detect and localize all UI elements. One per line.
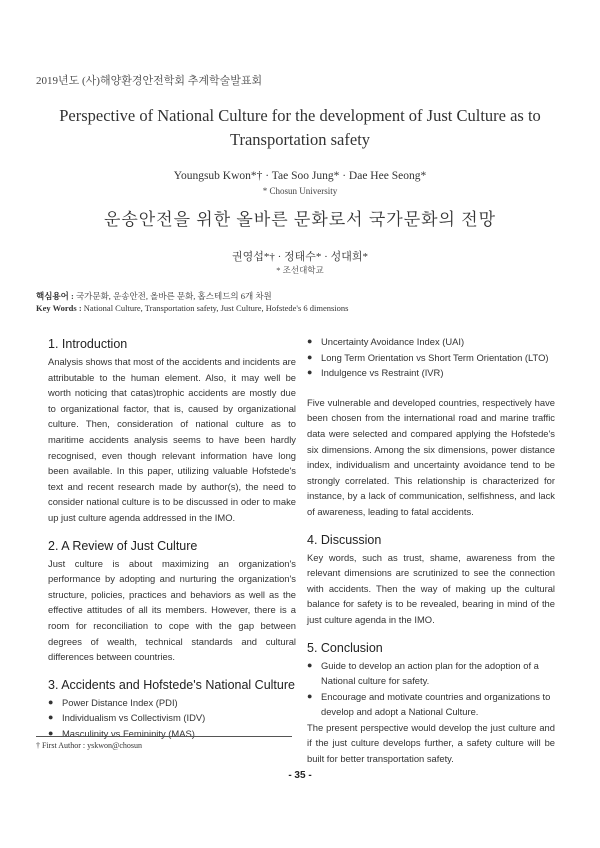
affiliation: * Chosun University	[262, 186, 338, 196]
korean-keywords-label: 핵심용어 :	[36, 291, 74, 301]
paper-title	[40, 104, 560, 152]
korean-affiliation: * 조선대학교	[276, 265, 324, 275]
intro-body: Analysis shows that most of the accidents and incidents are attributable to the human element. Also, it may well be worth noticing that catas)trophic accidents are mostly due to organizational factor, that is, caused by organizational culture. Then, consideration of national culture as to maritime accidents analysis seems to have been hardly recognised, even though relevant information have long been available. In this paper, utilizing valuable Hofstede's text and recent research made by author(s), the need to consider national culture is to be discussed in oder to make up just culture agenda addressed in the IMO.	[48, 356, 296, 523]
accidents-body: Five vulnerable and developed countries, respectively have been chosen from the international road and marine traffic data were selected and compared applying the Hofstede's six dimensions. Among the six dimensions, power distance index, individualism and uncertainty avoidance tend to be strongly correlated. This relationship is characterized for instance, by a lack of communication, selfishness, and lack of awareness, leading to fatal accidents.	[307, 396, 555, 517]
accidents-heading: 3. Accidents and Hofstede's National Culture	[48, 677, 295, 692]
title-line-1: Perspective of National Culture for the development of Just Culture as to	[59, 106, 541, 125]
korean-keywords	[36, 290, 556, 302]
list-item: ● Indulgence vs Restraint (IVR)	[307, 365, 555, 381]
korean-keywords-text: 국가문화, 운송안전, 올바른 문화, 홉스테드의 6개 차원	[75, 291, 272, 301]
author-list: Youngsub Kwon*† · Tae Soo Jung* · Dae Hee Seong*	[173, 170, 427, 182]
list-item: ● Individualism vs Collectivism (IDV)	[48, 710, 296, 726]
review-body: Just culture is about maximizing an organization's performance by adopting and nurturing the organization's structure, policies, practices and behaviors as well as the effective attitudes of all its members. However, there is a room for reconciliation to cope with the gap between degrees of wealth, technical standards and cultural differences between countries.	[48, 557, 296, 663]
list-item: ● Uncertainty Avoidance Index (UAI)	[307, 334, 555, 350]
discussion-heading: 4. Discussion	[307, 532, 382, 547]
dimension-list-right	[307, 334, 555, 381]
english-keywords	[36, 303, 556, 313]
conclusion-body: The present perspective would develop the just culture and if the just culture develops further, a safety culture will be built for better transportation safety.	[307, 721, 555, 765]
review-heading: 2. A Review of Just Culture	[48, 538, 198, 553]
page-number: - 35 -	[288, 770, 312, 781]
list-item: ● Long Term Orientation vs Short Term Orientation (LTO)	[307, 350, 555, 366]
korean-title: 운송안전을 위한 올바른 문화로서 국가문화의 전망	[103, 210, 497, 229]
english-keywords-text: National Culture, Transportation safety, Just Culture, Hofstede's 6 dimensions	[83, 303, 349, 313]
dimension-list-left	[48, 695, 296, 742]
discussion-body: Key words, such as trust, shame, awareness from the relevant dimensions are scrutinized to see the connection with accidents. Then the way of making up the cultural balance for safety is to be revealed, bearing in mind of the just culture agenda in the IMO.	[307, 551, 555, 625]
english-keywords-label: Key Words :	[36, 303, 82, 313]
footnote: † First Author : yskwon@chosun	[36, 741, 143, 750]
list-item: ● Power Distance Index (PDI)	[48, 695, 296, 711]
footnote-divider	[36, 736, 292, 737]
left-column	[48, 336, 296, 741]
right-column	[307, 334, 555, 767]
conclusion-list	[307, 658, 555, 720]
conference-header: 2019년도 (사)해양환경안전학회 추계학술발표회	[36, 75, 263, 87]
list-item: ● Guide to develop an action plan for the adoption of a National culture for safety.	[307, 658, 555, 689]
korean-author-list: 권영섭*† · 정태수* · 성대희*	[232, 251, 368, 263]
list-item: ● Encourage and motivate countries and organizations to develop and adopt a National Culture.	[307, 689, 555, 720]
list-item: ● Masculinity vs Femininity (MAS)	[48, 726, 296, 742]
title-line-2: Transportation safety	[229, 130, 371, 149]
conclusion-heading: 5. Conclusion	[307, 640, 383, 655]
intro-heading: 1. Introduction	[48, 337, 128, 351]
